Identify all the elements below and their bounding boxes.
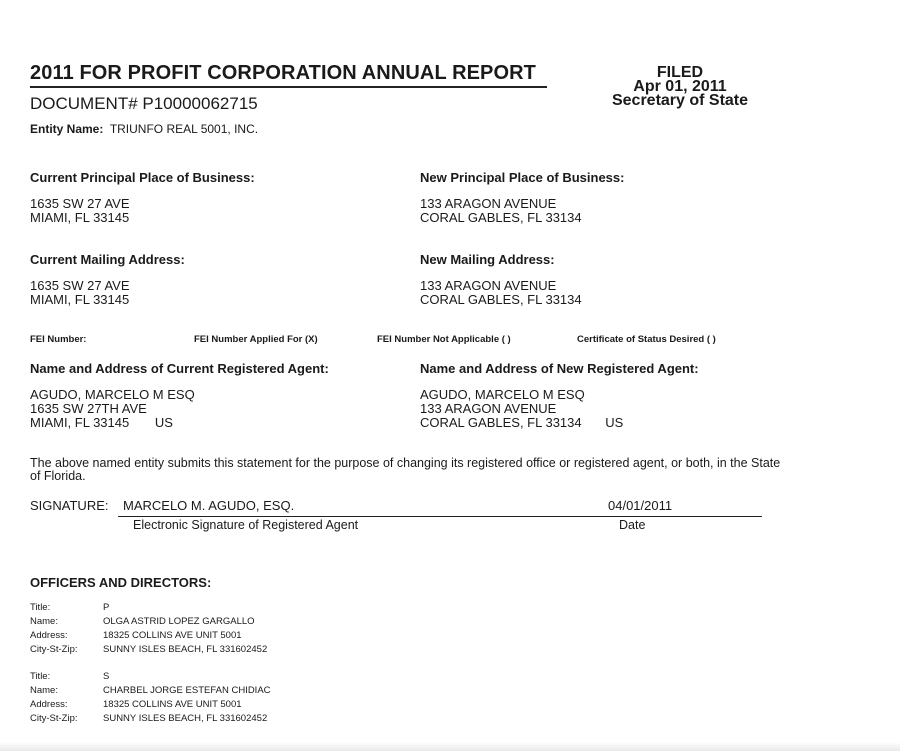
current-agent-city-row [30, 416, 195, 430]
officers-heading: OFFICERS AND DIRECTORS: [30, 575, 212, 590]
filed-stamp [600, 66, 760, 108]
officer-name: OLGA ASTRID LOPEZ GARGALLO [103, 616, 255, 627]
current-agent-city: MIAMI, FL 33145 [30, 415, 130, 430]
new-agent-street: 133 ARAGON AVENUE [420, 401, 557, 416]
officer-title-label: Title: [30, 671, 51, 682]
officer-address-label: Address: [30, 699, 68, 710]
officer-address: 18325 COLLINS AVE UNIT 5001 [103, 630, 242, 641]
filed-authority: Secretary of State [611, 92, 749, 109]
title-underline [30, 86, 547, 88]
officer-address-label: Address: [30, 630, 68, 641]
fei-not-applicable-option: FEI Number Not Applicable ( ) [377, 334, 511, 345]
current-principal-line2: MIAMI, FL 33145 [30, 210, 130, 225]
new-mailing-heading: New Mailing Address: [420, 252, 555, 267]
signature-date: 04/01/2011 [608, 498, 673, 513]
entity-name-value: TRIUNFO REAL 5001, INC. [109, 122, 259, 136]
filed-label: FILED [656, 64, 704, 81]
new-principal-address [420, 197, 582, 225]
signature-caption: Electronic Signature of Registered Agent [133, 518, 359, 532]
signature-label: SIGNATURE: [30, 498, 109, 513]
officer-title: P [103, 602, 110, 613]
fei-applied-option: FEI Number Applied For (X) [194, 334, 318, 345]
officer-title-label: Title: [30, 602, 51, 613]
signature-name: MARCELO M. AGUDO, ESQ. [123, 498, 295, 513]
signature-line [118, 516, 762, 517]
certificate-status-option: Certificate of Status Desired ( ) [577, 334, 716, 345]
new-principal-line2: CORAL GABLES, FL 33134 [420, 210, 582, 225]
officer-title: S [103, 671, 110, 682]
current-principal-heading: Current Principal Place of Business: [30, 170, 255, 185]
fei-number-label: FEI Number: [30, 334, 87, 345]
current-agent-address [30, 388, 195, 430]
entity-name-label: Entity Name: [30, 122, 104, 136]
new-principal-line1: 133 ARAGON AVENUE [420, 196, 557, 211]
officer-city: SUNNY ISLES BEACH, FL 331602452 [103, 644, 268, 655]
officer-name: CHARBEL JORGE ESTEFAN CHIDIAC [103, 685, 271, 696]
statement-paragraph: The above named entity submits this statement for the purpose of changing its registered office or registered agent, or both, in the State of Florida. [30, 456, 781, 483]
document-number: DOCUMENT# P10000062715 [30, 94, 258, 113]
current-agent-heading: Name and Address of Current Registered Agent: [30, 361, 329, 376]
new-mailing-address [420, 279, 582, 307]
current-mailing-line1: 1635 SW 27 AVE [30, 278, 130, 293]
officer-city: SUNNY ISLES BEACH, FL 331602452 [103, 713, 268, 724]
current-mailing-line2: MIAMI, FL 33145 [30, 292, 130, 307]
current-agent-name: AGUDO, MARCELO M ESQ [30, 387, 195, 402]
officer-name-label: Name: [30, 685, 58, 696]
new-agent-heading: Name and Address of New Registered Agent: [420, 361, 699, 376]
current-agent-country: US [154, 415, 173, 430]
officer-name-label: Name: [30, 616, 58, 627]
new-mailing-line2: CORAL GABLES, FL 33134 [420, 292, 582, 307]
page-bottom-shadow [0, 742, 900, 751]
filed-date: Apr 01, 2011 [633, 78, 727, 95]
entity-name-row [30, 122, 258, 136]
new-agent-country: US [605, 415, 624, 430]
current-mailing-address [30, 279, 130, 307]
officer-city-label: City-St-Zip: [30, 713, 78, 724]
current-principal-line1: 1635 SW 27 AVE [30, 196, 130, 211]
current-mailing-heading: Current Mailing Address: [30, 252, 185, 267]
new-agent-address [420, 388, 623, 430]
new-agent-name: AGUDO, MARCELO M ESQ [420, 387, 585, 402]
current-agent-street: 1635 SW 27TH AVE [30, 401, 147, 416]
officer-address: 18325 COLLINS AVE UNIT 5001 [103, 699, 242, 710]
new-principal-heading: New Principal Place of Business: [420, 170, 625, 185]
officer-city-label: City-St-Zip: [30, 644, 78, 655]
new-agent-city: CORAL GABLES, FL 33134 [420, 415, 582, 430]
date-caption: Date [619, 518, 646, 532]
report-title: 2011 FOR PROFIT CORPORATION ANNUAL REPORT [30, 62, 537, 84]
current-principal-address [30, 197, 130, 225]
new-mailing-line1: 133 ARAGON AVENUE [420, 278, 557, 293]
new-agent-city-row [420, 416, 623, 430]
